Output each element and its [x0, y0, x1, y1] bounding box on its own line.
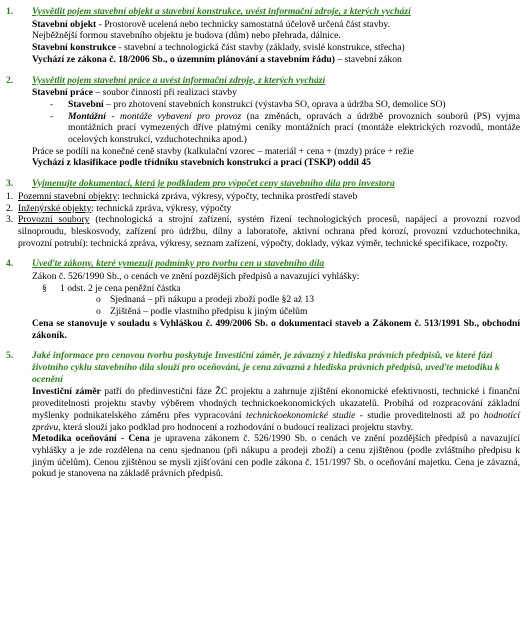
term: Investiční záměr	[32, 386, 101, 398]
section-2	[6, 75, 520, 170]
sub-item	[96, 306, 520, 318]
paragraph	[32, 54, 520, 66]
term: Stavební	[68, 98, 104, 110]
text: - stavební a technologická část stavby (základy, svislé konstrukce, střecha)	[115, 42, 405, 54]
sub-item	[96, 294, 520, 306]
paragraph: Nejběžnější formou stavebního objektu je budova (dům) nebo přehrada, dálnice.	[32, 30, 341, 42]
text: je upravena zákonem č. 526/1990 Sb. o cenách ve znění pozdějších předpisů a navazující vyhlášky a je zde rozdělena na cenu sjednanou (při nákupu a prodeji zboží) a cenu zjištěnou (podle zvláštního předpisu k jiným účelům). Cenou zjištěnou se myslí zjišťování cen podle zákona č. 151/1997 Sb. o oceňování majetku. Cena je závazná, pokud je stanovena na základě právních předpisů.	[32, 433, 520, 480]
question-text: Uveďte zákony, které vymezují podmínky pro tvorbu cen u stavebního díla	[32, 258, 325, 270]
text: – stavební zákon	[334, 53, 402, 65]
text: - studie proveditelnosti až po	[355, 409, 484, 421]
question-number: 5.	[6, 350, 14, 362]
term: Inženýrské objekty	[18, 202, 92, 214]
section-4	[6, 258, 520, 341]
question-4	[6, 258, 520, 270]
question-number: 1.	[6, 6, 14, 17]
dash-marker: -	[50, 110, 54, 122]
dash-text	[68, 111, 520, 146]
question-text: Jaké informace pro cenovou tvorbu poskytuje Investiční záměr, je závazný z hlediska právních předpisů, ve které fázi životního cyklu stavebního díla slouží pro oceňování, je cena závazná z hlediska právních předpisů, uveďte metodiku k ocenění	[32, 350, 500, 385]
list-marker: 1.	[6, 190, 14, 202]
question-2	[6, 75, 520, 87]
answer-2-cont	[32, 146, 520, 169]
paragraph: Cena se stanovuje v souladu s Vyhláškou č. 499/2006 Sb. o dokumentaci staveb a Zákonem č. 513/1991 Sb., obchodní zákoník.	[32, 317, 520, 341]
list-item	[6, 203, 520, 215]
term: Pozemní stavební objekty	[18, 190, 118, 202]
text: Sjednaná – při nákupu a prodeji zboží podle §2 až 13	[110, 294, 315, 306]
text: Zjištěná – podle vlastního předpisu k jiným účelům	[110, 306, 308, 318]
section-1	[6, 6, 520, 66]
text: , která slouží jako podklad pro hodnocení a rozhodování o budoucí realizaci projektu stavby.	[58, 421, 414, 433]
answer-4-cont	[32, 318, 520, 341]
paragraph	[32, 42, 520, 54]
section-3	[6, 178, 520, 249]
paragraph: Vychází z klasifikace podle třídníku stavebních konstrukcí a prací (TSKP) oddíl 45	[32, 157, 371, 169]
paragraph: Zákon č. 526/1990 Sb., o cenách ve znění pozdějších předpisů a navazující vyhlášky:	[32, 271, 360, 283]
dash-text	[68, 99, 520, 111]
section-5	[6, 350, 520, 480]
question-text: Vysvětlit pojem stavební objekt a stavební konstrukce, uvést informační zdroje, z kterých vychází	[32, 6, 411, 17]
answer-5	[32, 386, 520, 480]
bullet-marker: o	[96, 306, 101, 318]
bullet-marker: o	[96, 294, 101, 306]
answer-1	[32, 19, 520, 66]
paragraph	[32, 433, 520, 480]
text: (technologická a strojní zařízení, systém řízení technologických procesů, napájecí a provozní rozvod silnoproudu, bleskosvody, zařízení pro údržbu, dílny a laboratoře, aktivní ochrana před korozí, provozní vzduchotechnika, provozní potrubí): technická zpráva, výkresy, seznam zařízení, výpočty, doklady, výkaz výměr, technické specifikace, rozpočty.	[18, 214, 521, 249]
text: 1 odst. 2 je cena peněžní částka	[60, 282, 181, 294]
paragraph: Práce se podílí na konečné ceně stavby (kalkulační vzorec – materiál + cena + (mzdy) práce + režie	[32, 145, 414, 157]
question-3	[6, 178, 520, 190]
dash-item	[50, 99, 520, 111]
list-item	[6, 214, 520, 249]
term: Provozní soubory	[18, 214, 90, 226]
text: – soubor činností při realizaci stavby	[93, 87, 237, 99]
dash-marker: -	[50, 98, 54, 110]
list-marker: 2.	[6, 202, 14, 214]
question-number: 3.	[6, 178, 14, 190]
text: : technická zpráva, výkresy, výpočty, technika prostředí staveb	[117, 190, 358, 202]
answer-2	[32, 87, 520, 99]
question-text: Vyjmenujte dokumentaci, která je podkladem pro výpočet ceny stavebního díla pro investora	[32, 178, 395, 190]
question-text: Vysvětlit pojem stavební práce a uvést informační zdroje, z kterých vychází	[32, 74, 326, 86]
answer-3	[6, 191, 520, 250]
text: hodnotící zprávu	[32, 409, 520, 433]
question-1	[6, 6, 520, 18]
list-text	[18, 203, 520, 215]
section-sign-marker: §	[42, 282, 47, 294]
question-number: 4.	[6, 258, 14, 270]
term: Vychází ze zákona č. 18/2006 Sb., o územním plánování a stavebním řádu)	[32, 53, 335, 65]
paragraph-item	[42, 283, 520, 295]
term: Montážní	[68, 110, 106, 122]
list-item	[6, 191, 520, 203]
question-number: 2.	[6, 74, 14, 86]
term: Metodika oceňování - Cena	[32, 433, 150, 445]
list-text	[18, 214, 520, 249]
text: - Prostorově ucelená nebo technicky samostatná účelově určená část stavby.	[96, 18, 390, 30]
dash-item	[50, 111, 520, 146]
text: technickoekonomické studie	[245, 409, 356, 421]
text: - montáže vybavení pro provoz	[105, 110, 242, 122]
term: Stavební práce	[32, 87, 94, 99]
text: – pro zhotovení stavebních konstrukcí (výstavba SO, oprava a údržba SO, demolice SO)	[103, 98, 446, 110]
term: Stavební objekt	[32, 18, 97, 30]
answer-4	[32, 271, 520, 283]
term: Stavební konstrukce	[32, 42, 116, 54]
paragraph	[32, 87, 520, 99]
list-text	[18, 191, 520, 203]
text: : technická zpráva, výkresy, výpočty	[91, 202, 232, 214]
paragraph	[32, 19, 520, 31]
text: patří do předinvestiční fáze ŽC projektu a zahrnuje zjištění ekonomické efektivnosti, technické i finanční proveditelnosti projektu stavby výběrem vhodných technickoekonomických ukazatelů. Probíhá od rozpracování základní myšlenky podnikatelského záměru přes vypracování	[32, 386, 520, 421]
list-marker: 3.	[6, 214, 14, 226]
question-5	[6, 350, 520, 385]
text: (na změnách, opravách a údržbě provozních souborů (PS) vyjma montážních prací vymezených dříve platnými ceníky montážních prací (montáže elektrických rozvodů, montáže ocelových konstrukcí, vzduchotechnika apod.)	[68, 110, 521, 146]
paragraph	[32, 386, 520, 433]
